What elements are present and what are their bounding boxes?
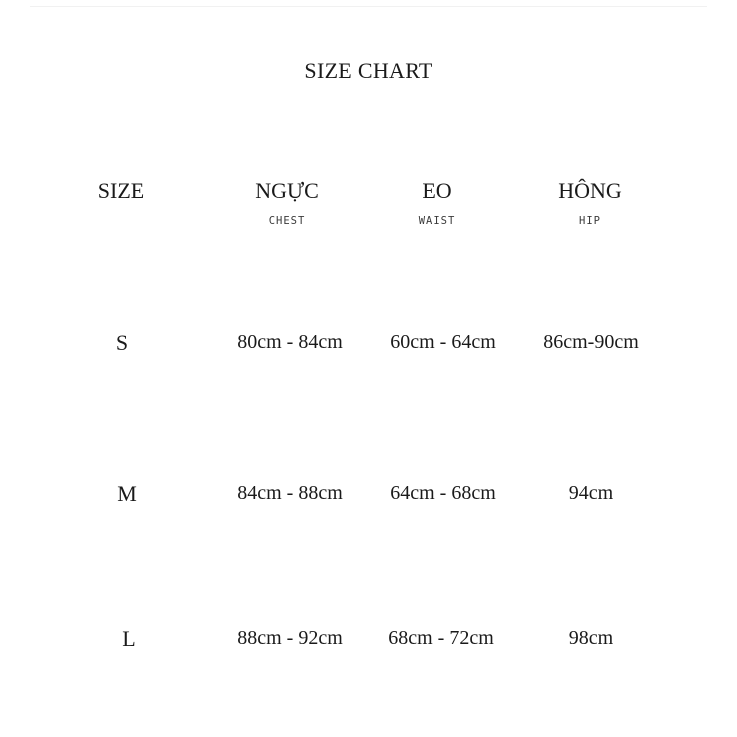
row-size-label: L <box>122 626 136 651</box>
header-size-label: SIZE <box>97 178 145 203</box>
row-waist-value: 64cm - 68cm <box>390 482 496 504</box>
row-hip-value: 86cm-90cm <box>543 331 639 353</box>
header-chest-label: NGỰC <box>255 178 319 203</box>
header-chest <box>255 178 319 234</box>
row-waist-value: 68cm - 72cm <box>388 627 494 649</box>
row-chest-value: 88cm - 92cm <box>237 627 343 649</box>
page-title: SIZE CHART <box>304 58 433 83</box>
row-hip-value: 98cm <box>568 627 614 649</box>
header-waist <box>419 178 456 234</box>
header-waist-sublabel: WAIST <box>418 215 456 227</box>
row-waist-value: 60cm - 64cm <box>390 331 496 353</box>
row-size-label: S <box>115 330 129 355</box>
header-hip-label: HÔNG <box>558 178 622 203</box>
header-waist-label: EO <box>422 178 452 203</box>
row-chest-value: 84cm - 88cm <box>237 482 343 504</box>
row-hip-value: 94cm <box>568 482 614 504</box>
header-chest-sublabel: CHEST <box>268 215 306 227</box>
header-size <box>98 178 144 204</box>
header-hip <box>558 178 622 234</box>
row-chest-value: 80cm - 84cm <box>237 331 343 353</box>
row-size-label: M <box>117 481 137 506</box>
header-hip-sublabel: HIP <box>579 215 601 227</box>
